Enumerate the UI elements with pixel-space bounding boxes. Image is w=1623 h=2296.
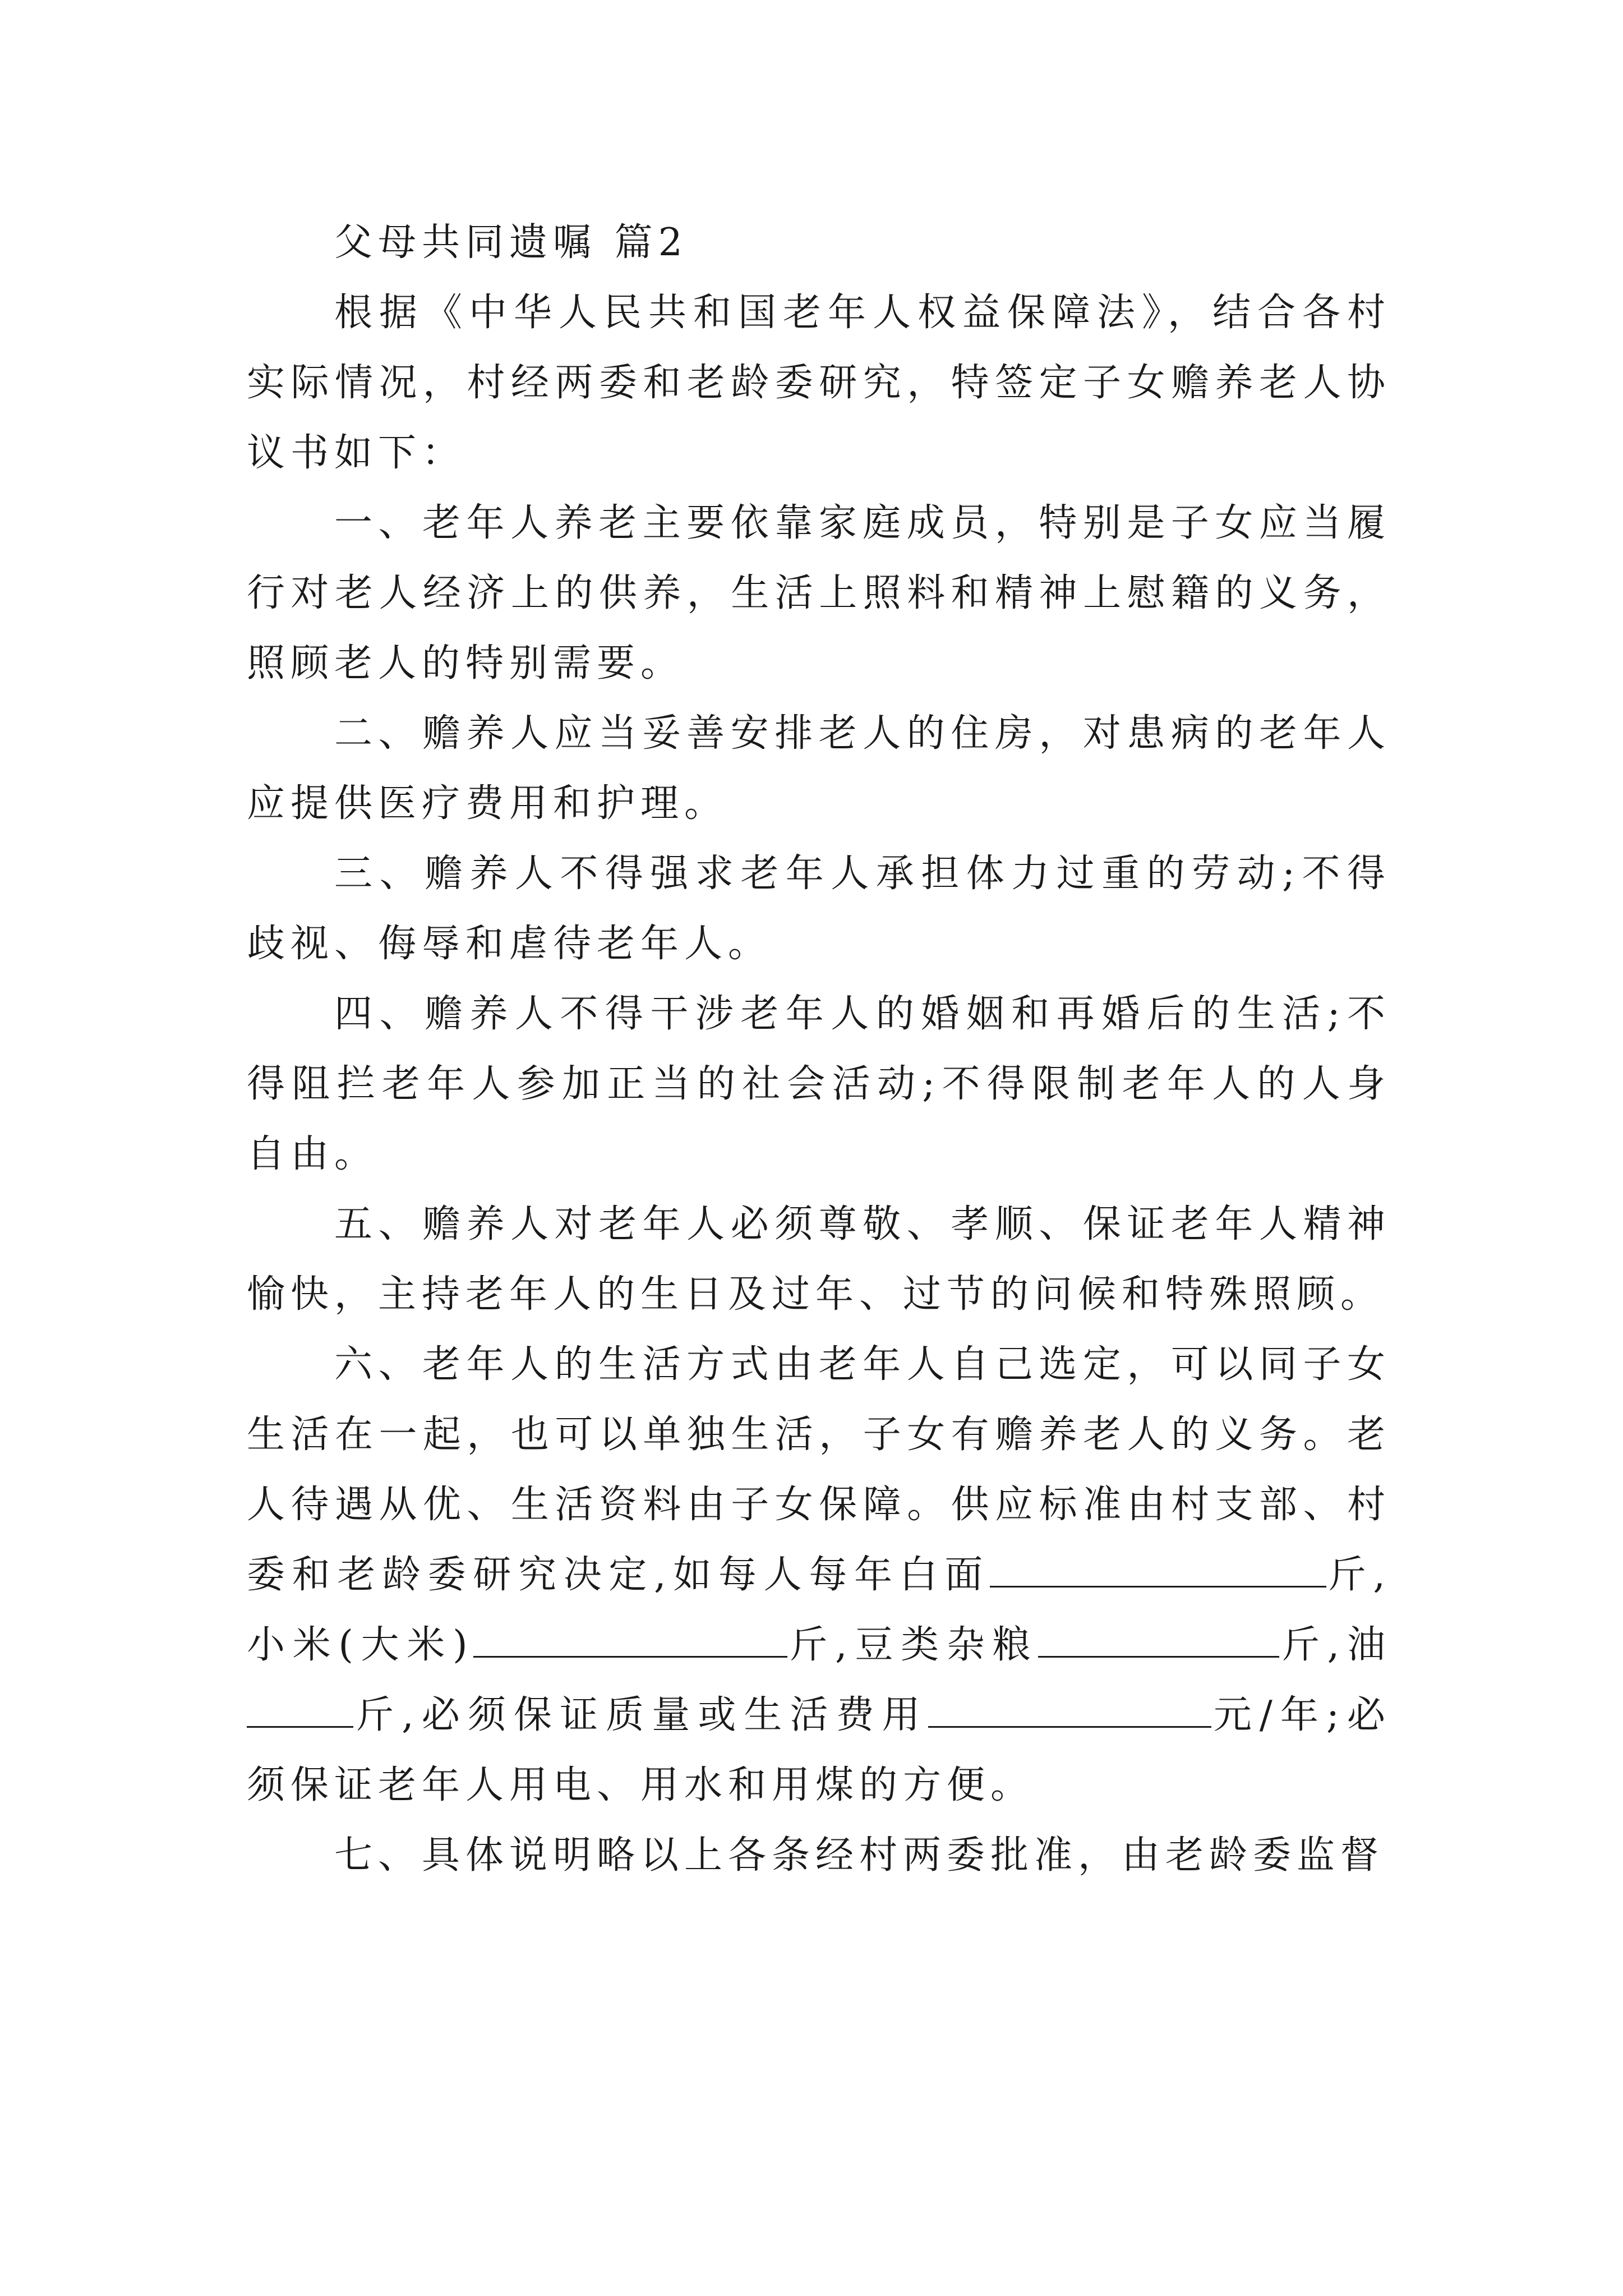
paragraph-clause-3: 三、赡养人不得强求老年人承担体力过重的劳动;不得歧视、侮辱和虐待老年人。 xyxy=(247,852,1391,966)
blank-grain-amount xyxy=(1038,1619,1279,1658)
document-title: 父母共同遗嘱 篇2 xyxy=(334,220,688,265)
paragraph-clause-4: 四、赡养人不得干涉老年人的婚姻和再婚后的生活;不得阻拦老年人参加正当的社会活动;不得限制老年人的人身自由。 xyxy=(247,992,1391,1176)
clause-6-text-6: 元/年;必须保证老年人用电、用水和用煤的方便。 xyxy=(247,1693,1391,1807)
paragraph-clause-2: 二、赡养人应当妥善安排老人的住房，对患病的老年人应提供医疗费用和护理。 xyxy=(247,711,1391,826)
clause-6-text-3: 斤,豆类杂粮 xyxy=(787,1623,1039,1667)
paragraph-clause-6 xyxy=(247,1329,1391,1820)
paragraph-clause-1: 一、老年人养老主要依靠家庭成员，特别是子女应当履行对老人经济上的供养，生活上照料和精神上慰籍的义务，照顾老人的特别需要。 xyxy=(247,501,1391,685)
clause-6-text-1: 六、老年人的生活方式由老年人自己选定，可以同子女生活在一起，也可以单独生活，子女有赡养老人的义务。老人待遇从优、生活资料由子女保障。供应标准由村支部、村委和老龄委研究决定,如每人每年白面 xyxy=(247,1342,1391,1597)
clause-6-text-4: 斤,油 xyxy=(1279,1623,1391,1667)
paragraph-clause-5: 五、赡养人对老年人必须尊敬、孝顺、保证老年人精神愉快，主持老年人的生日及过年、过节的问候和特殊照顾。 xyxy=(247,1202,1391,1317)
blank-living-expense xyxy=(928,1689,1211,1728)
clause-6-text-2: 斤,小米(大米) xyxy=(247,1553,1391,1667)
paragraph-clause-7: 七、具体说明略以上各条经村两委批准，由老龄委监督 xyxy=(334,1833,1385,1878)
blank-flour-amount xyxy=(990,1549,1326,1588)
paragraph-intro: 根据《中华人民共和国老年人权益保障法》，结合各村实际情况，村经两委和老龄委研究，特签定子女赡养老人协议书如下： xyxy=(247,291,1391,475)
document-body xyxy=(247,208,1391,1890)
blank-millet-amount xyxy=(473,1619,787,1658)
blank-oil-amount xyxy=(247,1689,353,1728)
clause-6-text-5: 斤,必须保证质量或生活费用 xyxy=(353,1693,928,1737)
